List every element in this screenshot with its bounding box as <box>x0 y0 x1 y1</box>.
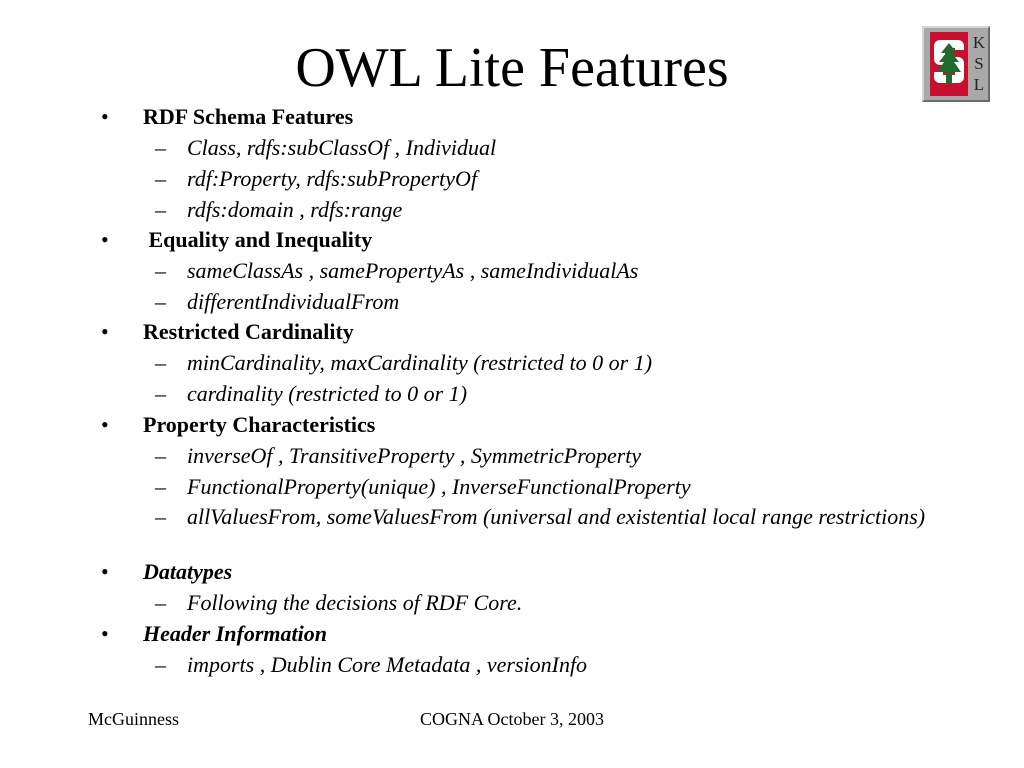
dash-symbol: – <box>155 197 166 222</box>
bullet-text: Datatypes <box>143 559 233 584</box>
bullet-symbol: • <box>101 559 109 584</box>
dash-symbol: – <box>155 652 166 677</box>
logo-letter-l: L <box>973 75 985 94</box>
dash-symbol: – <box>155 166 166 191</box>
sub-bullet-text: inverseOf , TransitiveProperty , SymmetricProperty <box>187 443 642 468</box>
bullet-symbol: • <box>101 412 109 437</box>
bullet-text: RDF Schema Features <box>143 104 354 129</box>
footer-author: McGuinness <box>88 709 179 729</box>
dash-symbol: – <box>155 135 166 160</box>
bullet-symbol: • <box>101 621 109 646</box>
bullet-text: Property Characteristics <box>143 412 376 437</box>
bullet-symbol: • <box>101 319 109 344</box>
bullet-symbol: • <box>101 227 109 252</box>
dash-symbol: – <box>155 474 166 499</box>
sub-bullet-text: rdf:Property, rdfs:subPropertyOf <box>187 166 478 191</box>
bullet-symbol: • <box>101 104 109 129</box>
dash-symbol: – <box>155 258 166 283</box>
logo-letter-s: S <box>974 54 984 73</box>
sub-bullet-text: sameClassAs , samePropertyAs , sameIndividualAs <box>187 258 639 283</box>
sub-bullet-text: rdfs:domain , rdfs:range <box>187 197 403 222</box>
sub-bullet-text: FunctionalProperty(unique) , InverseFunctionalProperty <box>187 474 691 499</box>
dash-symbol: – <box>155 590 166 615</box>
sub-bullet-text: Following the decisions of RDF Core. <box>187 590 523 615</box>
dash-symbol: – <box>155 289 166 314</box>
dash-symbol: – <box>155 381 166 406</box>
dash-symbol: – <box>155 443 166 468</box>
sub-bullet-text: allValuesFrom, someValuesFrom (universal and existential local range restrictions) <box>187 504 926 529</box>
dash-symbol: – <box>155 504 166 529</box>
sub-bullet-text: minCardinality, maxCardinality (restricted to 0 or 1) <box>187 350 653 375</box>
bullet-text: Restricted Cardinality <box>143 319 354 344</box>
bullet-text: Equality and Inequality <box>143 227 373 252</box>
sub-bullet-text: Class, rdfs:subClassOf , Individual <box>187 135 497 160</box>
sub-bullet-text: imports , Dublin Core Metadata , versionInfo <box>187 652 588 677</box>
logo-letter-k: K <box>972 33 986 52</box>
footer-event: COGNA October 3, 2003 <box>420 709 604 729</box>
sub-bullet-text: differentIndividualFrom <box>187 289 400 314</box>
bullet-text: Header Information <box>143 621 327 646</box>
dash-symbol: – <box>155 350 166 375</box>
sub-bullet-text: cardinality (restricted to 0 or 1) <box>187 381 468 406</box>
ksl-logo <box>922 26 990 102</box>
slide-title: OWL Lite Features <box>295 37 729 99</box>
